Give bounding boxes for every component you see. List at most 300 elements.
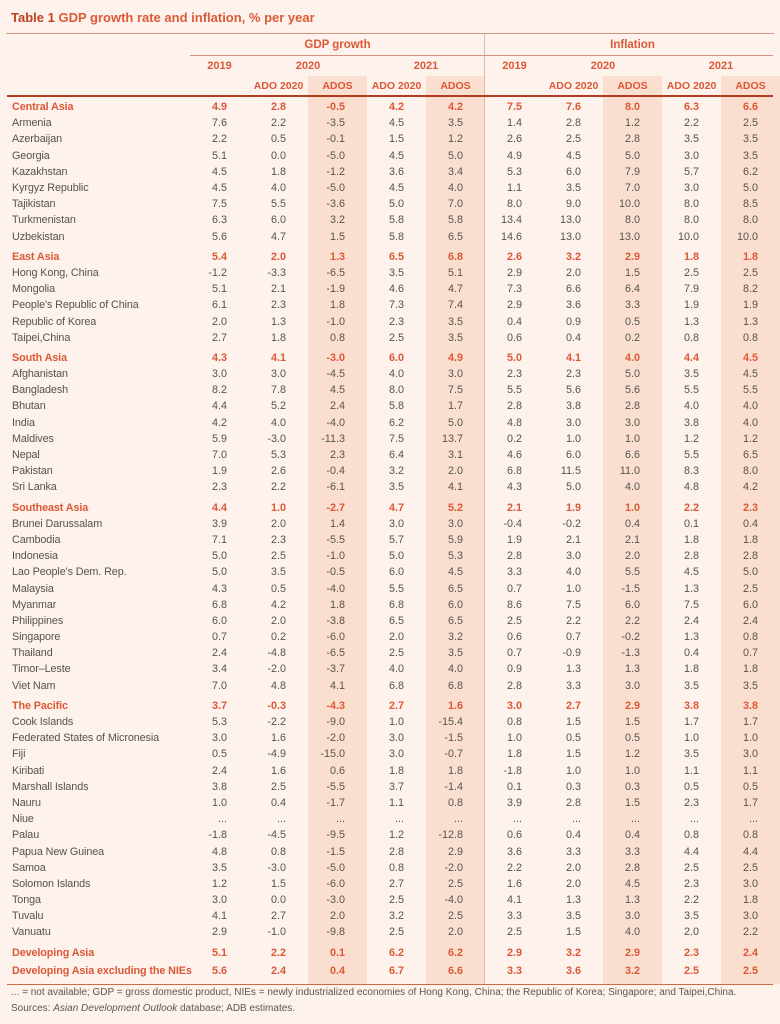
value-cell: 5.3	[211, 716, 227, 729]
value-cell: 0.4	[506, 315, 522, 328]
table-row	[0, 382, 780, 398]
value-cell: 0.6	[506, 631, 522, 644]
value-cell: -3.0	[326, 351, 345, 364]
value-cell: ...	[454, 813, 463, 826]
value-cell: 4.1	[506, 894, 522, 907]
value-cell: 6.5	[388, 614, 404, 627]
value-cell: 0.7	[211, 631, 227, 644]
value-cell: 2.8	[565, 117, 581, 130]
row-label: Samoa	[12, 861, 46, 874]
value-cell: 2.2	[742, 926, 758, 939]
value-cell: 0.5	[742, 780, 758, 793]
value-cell: 6.8	[388, 679, 404, 692]
value-cell: 2.9	[624, 250, 640, 263]
value-cell: 1.0	[565, 582, 581, 595]
table-row	[0, 795, 780, 811]
row-label: Indonesia	[12, 550, 58, 563]
value-cell: 2.2	[624, 614, 640, 627]
value-cell: 7.0	[447, 198, 463, 211]
value-cell: 4.5	[211, 182, 227, 195]
value-cell: 6.6	[447, 964, 463, 977]
value-cell: 1.0	[506, 732, 522, 745]
value-cell: 7.5	[506, 101, 522, 114]
value-cell: 3.5	[683, 910, 699, 923]
value-cell: 8.2	[211, 384, 227, 397]
value-cell: 2.5	[742, 582, 758, 595]
value-cell: 8.6	[506, 598, 522, 611]
value-cell: 4.7	[447, 283, 463, 296]
value-cell: -5.0	[326, 149, 345, 162]
section-header-row	[0, 350, 780, 366]
table-row	[0, 297, 780, 313]
value-cell: 4.9	[447, 351, 463, 364]
value-cell: 6.0	[447, 598, 463, 611]
value-cell: 6.4	[624, 283, 640, 296]
value-cell: 1.5	[624, 716, 640, 729]
value-cell: 3.2	[624, 964, 640, 977]
value-cell: 3.9	[506, 796, 522, 809]
value-cell: 2.7	[270, 910, 286, 923]
table-row	[0, 131, 780, 147]
value-cell: 0.4	[329, 964, 345, 977]
value-cell: 7.0	[211, 449, 227, 462]
value-cell: 1.3	[683, 582, 699, 595]
value-cell: 4.2	[211, 416, 227, 429]
value-cell: 8.0	[624, 101, 640, 114]
value-cell: 1.3	[742, 315, 758, 328]
value-cell: 2.0	[624, 550, 640, 563]
value-cell: -12.8	[438, 829, 463, 842]
row-label: Bhutan	[12, 400, 46, 413]
value-cell: 5.0	[447, 149, 463, 162]
value-cell: 4.9	[211, 101, 227, 114]
value-cell: 4.6	[506, 449, 522, 462]
row-label: Malaysia	[12, 582, 54, 595]
value-cell: 7.6	[565, 101, 581, 114]
value-cell: 4.4	[742, 845, 758, 858]
value-cell: 0.5	[270, 133, 286, 146]
value-cell: 1.3	[270, 315, 286, 328]
row-label: Kazakhstan	[12, 165, 68, 178]
value-cell: 7.5	[683, 598, 699, 611]
value-cell: -3.8	[326, 614, 345, 627]
value-cell: -2.0	[267, 663, 286, 676]
value-cell: -2.7	[326, 501, 345, 514]
value-cell: 4.5	[329, 384, 345, 397]
value-cell: 1.1	[388, 796, 404, 809]
value-cell: 4.5	[388, 182, 404, 195]
value-cell: 3.0	[624, 416, 640, 429]
subcol-header: ADO 2020	[371, 79, 422, 92]
value-cell: 0.2	[506, 432, 522, 445]
value-cell: 6.1	[211, 299, 227, 312]
header-rule	[7, 95, 773, 97]
value-cell: 2.3	[565, 368, 581, 381]
value-cell: 4.0	[565, 566, 581, 579]
value-cell: 1.2	[211, 877, 227, 890]
row-label: Kiribati	[12, 764, 45, 777]
value-cell: -4.0	[326, 582, 345, 595]
value-cell: 0.9	[506, 663, 522, 676]
value-cell: 2.0	[565, 877, 581, 890]
value-cell: -1.0	[326, 315, 345, 328]
value-cell: 3.0	[742, 877, 758, 890]
value-cell: 2.3	[270, 299, 286, 312]
value-cell: -4.5	[267, 829, 286, 842]
value-cell: 2.5	[388, 926, 404, 939]
value-cell: 1.3	[565, 894, 581, 907]
value-cell: 0.8	[683, 331, 699, 344]
column-group-gdp-growth: GDP growth	[304, 39, 371, 51]
value-cell: 2.6	[506, 250, 522, 263]
value-cell: 2.2	[270, 117, 286, 130]
value-cell: 1.7	[447, 400, 463, 413]
value-cell: -1.5	[326, 845, 345, 858]
table-row	[0, 811, 780, 827]
value-cell: 3.0	[211, 368, 227, 381]
value-cell: 1.8	[742, 250, 758, 263]
table-row	[0, 180, 780, 196]
value-cell: 2.2	[565, 614, 581, 627]
value-cell: 1.8	[388, 764, 404, 777]
value-cell: 11.5	[560, 465, 581, 478]
value-cell: 4.0	[742, 416, 758, 429]
value-cell: -9.5	[326, 829, 345, 842]
value-cell: 5.1	[211, 149, 227, 162]
value-cell: 4.3	[211, 351, 227, 364]
value-cell: 13.7	[441, 432, 463, 445]
table-row	[0, 313, 780, 329]
value-cell: 1.5	[565, 716, 581, 729]
value-cell: 1.3	[624, 663, 640, 676]
value-cell: 4.0	[270, 416, 286, 429]
value-cell: 3.0	[388, 517, 404, 530]
value-cell: 2.3	[211, 481, 227, 494]
value-cell: 5.3	[447, 550, 463, 563]
value-cell: -4.9	[267, 748, 286, 761]
value-cell: 2.0	[270, 614, 286, 627]
year-header: 2021	[708, 60, 734, 72]
value-cell: 4.7	[388, 501, 404, 514]
header-subcol-row	[0, 76, 780, 95]
value-cell: 5.1	[447, 266, 463, 279]
row-label: Cook Islands	[12, 716, 74, 729]
value-cell: 4.2	[270, 598, 286, 611]
value-cell: -3.7	[326, 663, 345, 676]
value-cell: 4.3	[211, 582, 227, 595]
value-cell: ...	[513, 813, 522, 826]
value-cell: -5.0	[326, 182, 345, 195]
value-cell: -0.2	[621, 631, 640, 644]
table-body	[0, 97, 780, 979]
value-cell: 3.0	[624, 910, 640, 923]
bottom-rule	[7, 984, 773, 985]
value-cell: 6.8	[447, 679, 463, 692]
value-cell: 2.3	[329, 449, 345, 462]
value-cell: 6.3	[683, 101, 699, 114]
value-cell: 10.0	[736, 230, 758, 243]
year-header: 2019	[502, 60, 527, 72]
value-cell: -3.0	[267, 861, 286, 874]
value-cell: -3.0	[326, 894, 345, 907]
value-cell: 0.8	[506, 716, 522, 729]
value-cell: 3.5	[742, 149, 758, 162]
value-cell: 2.8	[624, 400, 640, 413]
value-cell: 1.3	[329, 250, 345, 263]
table-row	[0, 645, 780, 661]
row-label: Tonga	[12, 894, 41, 907]
table-row	[0, 463, 780, 479]
value-cell: 4.8	[683, 481, 699, 494]
value-cell: 0.1	[683, 517, 699, 530]
value-cell: 6.0	[211, 614, 227, 627]
value-cell: -6.0	[326, 877, 345, 890]
value-cell: -3.6	[326, 198, 345, 211]
table-row	[0, 479, 780, 495]
value-cell: 4.1	[329, 679, 345, 692]
row-label: Nauru	[12, 796, 41, 809]
table-row	[0, 876, 780, 892]
subcol-header: ADOS	[322, 79, 353, 92]
value-cell: 1.7	[742, 796, 758, 809]
value-cell: 1.0	[624, 432, 640, 445]
row-label: Philippines	[12, 614, 64, 627]
row-label: Tuvalu	[12, 910, 44, 923]
table-row	[0, 763, 780, 779]
value-cell: 7.9	[683, 283, 699, 296]
value-cell: 0.4	[683, 647, 699, 660]
table-row	[0, 115, 780, 131]
value-cell: 7.6	[211, 117, 227, 130]
value-cell: -0.4	[503, 517, 522, 530]
row-label: Central Asia	[12, 101, 74, 114]
value-cell: -6.5	[326, 647, 345, 660]
value-cell: 2.8	[506, 679, 522, 692]
value-cell: 3.3	[565, 679, 581, 692]
value-cell: 5.0	[388, 198, 404, 211]
value-cell: 0.7	[506, 647, 522, 660]
value-cell: 2.4	[742, 946, 758, 959]
value-cell: 2.4	[683, 614, 699, 627]
value-cell: ...	[572, 813, 581, 826]
total-row	[0, 945, 780, 961]
value-cell: 3.5	[683, 133, 699, 146]
value-cell: 10.0	[618, 198, 640, 211]
value-cell: 0.5	[211, 748, 227, 761]
value-cell: 3.0	[388, 732, 404, 745]
value-cell: 3.7	[388, 780, 404, 793]
value-cell: 2.8	[565, 796, 581, 809]
data-table	[0, 34, 780, 985]
value-cell: 2.8	[270, 101, 286, 114]
row-label: Niue	[12, 813, 34, 826]
value-cell: 1.0	[624, 501, 640, 514]
value-cell: 4.5	[388, 117, 404, 130]
value-cell: 4.4	[211, 400, 227, 413]
value-cell: -1.5	[621, 582, 640, 595]
value-cell: 2.3	[506, 368, 522, 381]
value-cell: 4.5	[742, 368, 758, 381]
value-cell: 3.3	[565, 845, 581, 858]
value-cell: 2.5	[388, 331, 404, 344]
value-cell: 4.5	[565, 149, 581, 162]
value-cell: 5.0	[565, 481, 581, 494]
row-label: Taipei,China	[12, 331, 71, 344]
value-cell: 3.8	[211, 780, 227, 793]
subcol-header: ADO 2020	[666, 79, 717, 92]
value-cell: 3.1	[447, 449, 463, 462]
value-cell: 4.0	[388, 368, 404, 381]
footnote-sources: Sources: Asian Development Outlook database; ADB estimates.	[11, 1002, 296, 1014]
value-cell: 2.8	[683, 550, 699, 563]
value-cell: 0.8	[683, 829, 699, 842]
row-label: Southeast Asia	[12, 501, 89, 514]
value-cell: -1.9	[326, 283, 345, 296]
row-label: South Asia	[12, 351, 67, 364]
value-cell: -4.8	[267, 647, 286, 660]
value-cell: 4.2	[388, 101, 404, 114]
value-cell: 6.8	[447, 250, 463, 263]
value-cell: 8.0	[624, 214, 640, 227]
value-cell: 2.5	[683, 861, 699, 874]
value-cell: 3.0	[388, 748, 404, 761]
value-cell: 5.8	[388, 214, 404, 227]
row-label: Myanmar	[12, 598, 57, 611]
value-cell: 7.0	[211, 679, 227, 692]
value-cell: 3.3	[624, 845, 640, 858]
value-cell: 6.5	[388, 250, 404, 263]
value-cell: 3.5	[388, 481, 404, 494]
table-row	[0, 265, 780, 281]
value-cell: 0.5	[565, 732, 581, 745]
value-cell: 8.0	[683, 198, 699, 211]
value-cell: 1.0	[565, 764, 581, 777]
value-cell: 3.8	[742, 699, 758, 712]
value-cell: -1.2	[326, 165, 345, 178]
value-cell: 2.5	[447, 910, 463, 923]
value-cell: 3.3	[506, 964, 522, 977]
value-cell: 2.9	[624, 699, 640, 712]
value-cell: 4.0	[624, 351, 640, 364]
value-cell: 3.6	[565, 299, 581, 312]
value-cell: 2.0	[447, 465, 463, 478]
value-cell: 3.2	[329, 214, 345, 227]
value-cell: 6.0	[388, 351, 404, 364]
table-number: Table 1	[11, 10, 55, 25]
section-header-row	[0, 698, 780, 714]
value-cell: 1.2	[742, 432, 758, 445]
value-cell: 2.0	[270, 517, 286, 530]
value-cell: 8.0	[388, 384, 404, 397]
value-cell: 5.0	[624, 368, 640, 381]
value-cell: -6.5	[326, 266, 345, 279]
value-cell: 2.1	[270, 283, 286, 296]
value-cell: 3.5	[565, 910, 581, 923]
value-cell: 2.9	[506, 299, 522, 312]
value-cell: 2.5	[565, 133, 581, 146]
value-cell: 6.5	[447, 582, 463, 595]
value-cell: 13.0	[559, 214, 581, 227]
value-cell: 1.0	[270, 501, 286, 514]
value-cell: -4.0	[326, 416, 345, 429]
value-cell: 0.7	[565, 631, 581, 644]
row-label: Singapore	[12, 631, 61, 644]
value-cell: 0.8	[447, 796, 463, 809]
value-cell: 6.0	[388, 566, 404, 579]
row-label: Mongolia	[12, 283, 56, 296]
value-cell: -5.0	[326, 861, 345, 874]
value-cell: -0.5	[326, 101, 345, 114]
value-cell: 0.4	[565, 829, 581, 842]
row-label: Maldives	[12, 432, 54, 445]
value-cell: 5.3	[270, 449, 286, 462]
value-cell: 2.2	[211, 133, 227, 146]
value-cell: 3.0	[447, 368, 463, 381]
value-cell: 5.0	[211, 566, 227, 579]
value-cell: 2.7	[388, 699, 404, 712]
value-cell: 5.8	[388, 230, 404, 243]
value-cell: 2.9	[624, 946, 640, 959]
value-cell: 3.0	[683, 182, 699, 195]
row-label: India	[12, 416, 35, 429]
value-cell: 5.2	[447, 501, 463, 514]
value-cell: -0.4	[326, 465, 345, 478]
value-cell: 7.0	[624, 182, 640, 195]
value-cell: 2.7	[211, 331, 227, 344]
value-cell: 6.0	[565, 449, 581, 462]
value-cell: 1.8	[683, 250, 699, 263]
value-cell: 3.5	[447, 331, 463, 344]
value-cell: 3.5	[683, 748, 699, 761]
value-cell: 3.5	[683, 368, 699, 381]
table-row	[0, 843, 780, 859]
value-cell: 0.7	[742, 647, 758, 660]
value-cell: 2.4	[211, 647, 227, 660]
value-cell: 1.5	[624, 796, 640, 809]
value-cell: 6.5	[447, 230, 463, 243]
value-cell: 0.6	[329, 764, 345, 777]
value-cell: 1.5	[329, 230, 345, 243]
subcol-header: ADO 2020	[548, 79, 599, 92]
value-cell: 5.0	[211, 550, 227, 563]
value-cell: 0.6	[506, 829, 522, 842]
value-cell: 2.8	[624, 861, 640, 874]
value-cell: 0.9	[565, 315, 581, 328]
value-cell: 3.0	[624, 679, 640, 692]
value-cell: 1.9	[565, 501, 581, 514]
value-cell: 3.3	[506, 910, 522, 923]
footnote-abbreviations: ... = not available; GDP = gross domestic product, NIEs = newly industrialized economies of Hong Kong, China; the Republic of Korea; Singapore; and Taipei,China.	[11, 987, 737, 998]
value-cell: 2.3	[270, 533, 286, 546]
value-cell: 3.5	[388, 266, 404, 279]
column-group-inflation: Inflation	[610, 39, 655, 51]
value-cell: 0.8	[388, 861, 404, 874]
table-row	[0, 366, 780, 382]
value-cell: -9.0	[326, 716, 345, 729]
value-cell: 2.6	[506, 133, 522, 146]
value-cell: 1.0	[742, 732, 758, 745]
value-cell: 2.0	[565, 861, 581, 874]
value-cell: ...	[277, 813, 286, 826]
table-title	[11, 10, 315, 25]
value-cell: 2.5	[506, 614, 522, 627]
value-cell: -1.8	[503, 764, 522, 777]
value-cell: 2.2	[683, 501, 699, 514]
table-row	[0, 730, 780, 746]
value-cell: 1.1	[506, 182, 522, 195]
value-cell: 1.2	[388, 829, 404, 842]
value-cell: -4.3	[326, 699, 345, 712]
